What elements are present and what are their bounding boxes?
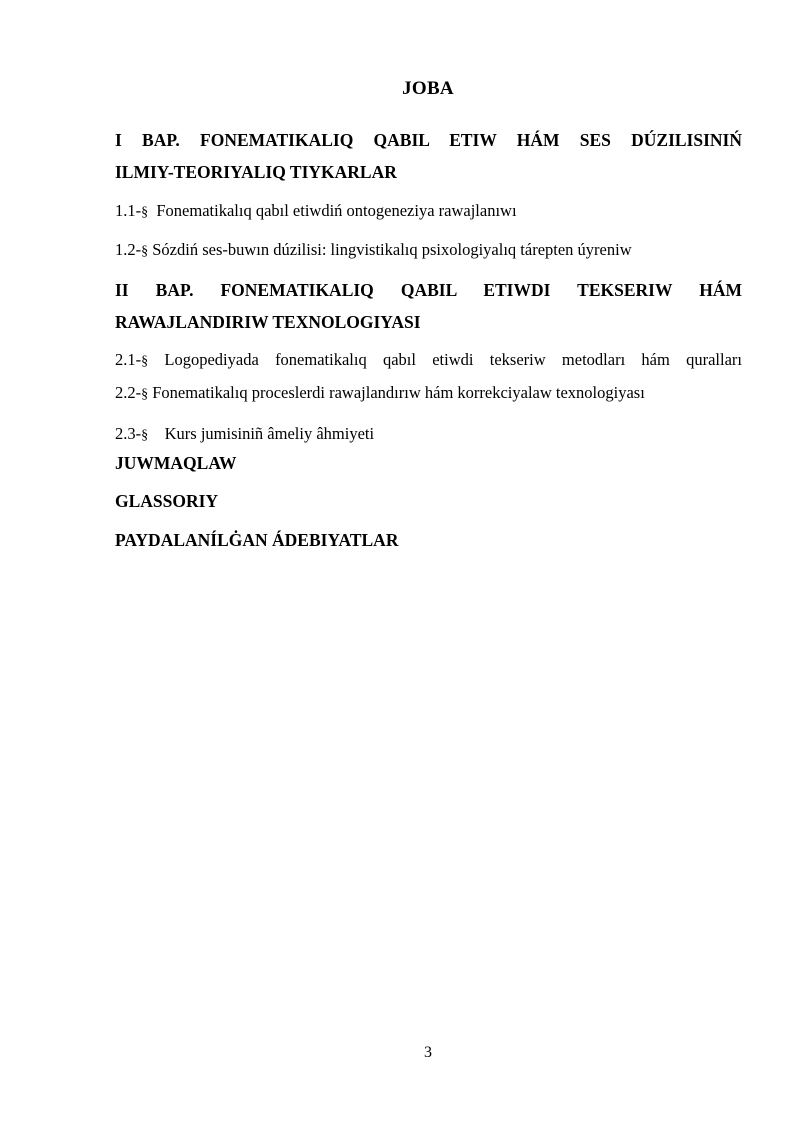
toc-chapter-1[interactable]	[115, 124, 742, 188]
toc-section-2-3[interactable]	[115, 422, 742, 448]
section-title: Kurs jumisiniñ âmeliy âhmiyeti	[164, 424, 375, 443]
chapter-2-title-line-1: II BAP. FONEMATIKALIQ QABIL ETIWDI TEKSERIW HÁM	[115, 280, 742, 300]
section-sign: §	[141, 354, 149, 369]
section-number: 2.3-	[115, 424, 142, 443]
page-title: JOBA	[402, 78, 454, 99]
section-number: 1.1-	[115, 201, 142, 220]
section-sign: §	[141, 428, 149, 443]
toc-section-2-1[interactable]	[115, 348, 742, 374]
page-number: 3	[424, 1044, 432, 1061]
section-title: Sózdiń ses-buwın dúzilisi: lingvistikalıq psixologiyalıq tárepten úyreniw	[152, 240, 632, 259]
section-sign: §	[141, 205, 149, 220]
toc-section-1-2[interactable]	[115, 238, 742, 264]
chapter-1-title-line-1: I BAP. FONEMATIKALIQ QABIL ETIW HÁM SES DÚZILISINIŃ	[115, 130, 742, 150]
chapter-2-title-line-2: RAWAJLANDIRIW TEXNOLOGIYASI	[115, 312, 421, 332]
section-title: Fonematikalıq proceslerdi rawajlandırıw hám korrekciyalaw texnologiyası	[152, 383, 645, 402]
toc-glossary[interactable]: GLASSORIY	[115, 491, 219, 511]
section-number: 2.2-	[115, 383, 142, 402]
toc-references[interactable]: PAYDALANÍLĠAN ÁDEBIYATLAR	[115, 530, 399, 550]
toc-conclusion[interactable]: JUWMAQLAW	[115, 453, 237, 473]
chapter-1-title-line-2: ILMIY-TEORIYALIQ TIYKARLAR	[115, 162, 397, 182]
section-sign: §	[141, 387, 149, 402]
section-number: 1.2-	[115, 240, 142, 259]
toc-section-2-2[interactable]	[115, 381, 742, 407]
toc-chapter-2[interactable]	[115, 274, 742, 338]
section-title: Logopediyada fonematikalıq qabıl etiwdi tekseriw metodları hám quralları	[164, 350, 742, 369]
section-sign: §	[141, 244, 149, 259]
section-title: Fonematikalıq qabıl etiwdiń ontogeneziya rawajlanıwı	[156, 201, 517, 220]
toc-section-1-1[interactable]	[115, 199, 742, 225]
section-number: 2.1-	[115, 350, 142, 369]
